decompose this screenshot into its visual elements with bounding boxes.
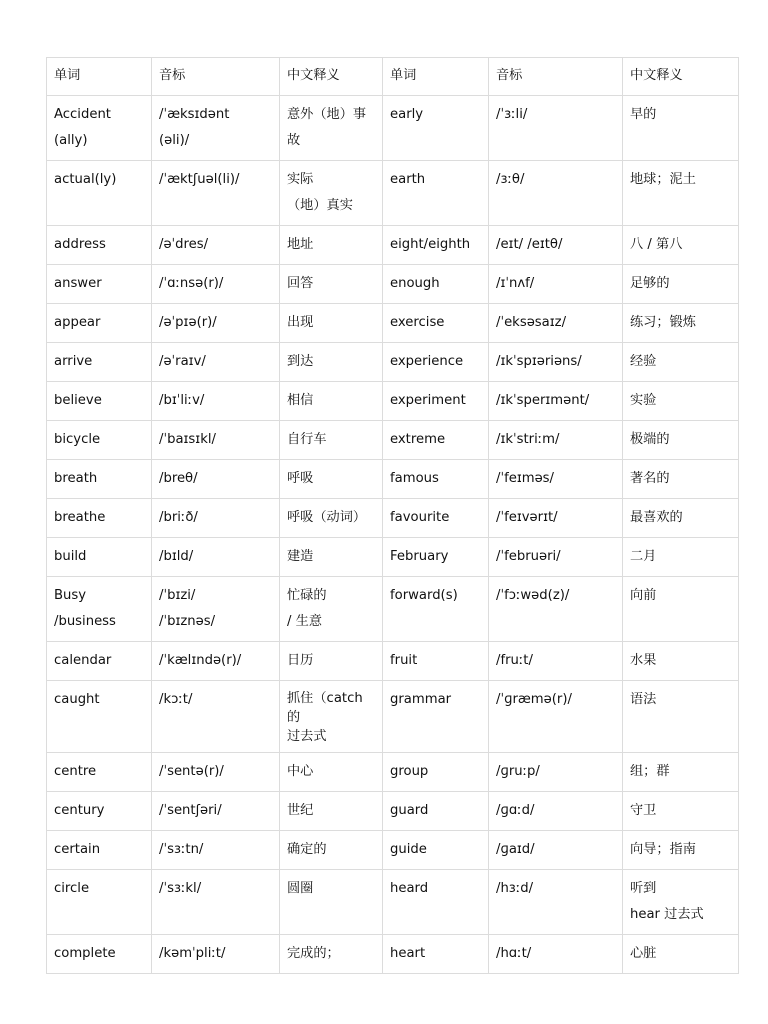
meaning-cell: 呼吸（动词）: [280, 499, 383, 538]
meaning-cell: 圆圈: [280, 870, 383, 935]
word-cell: forward(s): [383, 577, 489, 642]
table-row: [47, 538, 739, 577]
header-phonetic: 音标: [152, 58, 280, 96]
word-cell: arrive: [47, 343, 152, 382]
phonetic-cell: /kɔːt/: [152, 681, 280, 753]
meaning-cell: 练习；锻炼: [623, 304, 739, 343]
table-row: [47, 681, 739, 753]
phonetic-cell: /fruːt/: [489, 642, 623, 681]
phonetic-cell: /ˈkælɪndə(r)/: [152, 642, 280, 681]
meaning-cell: 组；群: [623, 753, 739, 792]
meaning-cell: 实验: [623, 382, 739, 421]
word-cell: experience: [383, 343, 489, 382]
phonetic-cell: /ɡruːp/: [489, 753, 623, 792]
phonetic-cell: /əˈraɪv/: [152, 343, 280, 382]
word-cell: fruit: [383, 642, 489, 681]
phonetic-cell: /ˈfeɪvərɪt/: [489, 499, 623, 538]
phonetic-cell: /eɪt/ /eɪtθ/: [489, 226, 623, 265]
phonetic-cell: /ˈsentʃəri/: [152, 792, 280, 831]
word-cell: address: [47, 226, 152, 265]
phonetic-cell: /breθ/: [152, 460, 280, 499]
table-row: [47, 421, 739, 460]
phonetic-cell: /ˈfeɪməs/: [489, 460, 623, 499]
word-cell: build: [47, 538, 152, 577]
meaning-cell: 最喜欢的: [623, 499, 739, 538]
phonetic-cell: /ˈɡræmə(r)/: [489, 681, 623, 753]
word-cell: group: [383, 753, 489, 792]
meaning-cell: 建造: [280, 538, 383, 577]
table-row: [47, 382, 739, 421]
table-row: [47, 226, 739, 265]
meaning-cell: 著名的: [623, 460, 739, 499]
word-cell: complete: [47, 935, 152, 974]
table-row: [47, 161, 739, 226]
phonetic-cell: /kəmˈpliːt/: [152, 935, 280, 974]
phonetic-cell: /ˈɜːli/: [489, 96, 623, 161]
word-cell: heart: [383, 935, 489, 974]
word-cell: calendar: [47, 642, 152, 681]
meaning-cell: 世纪: [280, 792, 383, 831]
phonetic-cell: /ˈæktʃuəl(li)/: [152, 161, 280, 226]
meaning-cell: 心脏: [623, 935, 739, 974]
word-cell: Accident (ally): [47, 96, 152, 161]
meaning-cell: 二月: [623, 538, 739, 577]
phonetic-cell: /ˈeksəsaɪz/: [489, 304, 623, 343]
word-cell: grammar: [383, 681, 489, 753]
word-cell: extreme: [383, 421, 489, 460]
phonetic-cell: /ˈbɪzi/ /ˈbɪznəs/: [152, 577, 280, 642]
word-cell: February: [383, 538, 489, 577]
phonetic-cell: /ɪkˈstriːm/: [489, 421, 623, 460]
meaning-cell: 早的: [623, 96, 739, 161]
word-cell: early: [383, 96, 489, 161]
table-header-row: [47, 58, 739, 96]
word-cell: heard: [383, 870, 489, 935]
phonetic-cell: /hɜːd/: [489, 870, 623, 935]
phonetic-cell: /ɡaɪd/: [489, 831, 623, 870]
meaning-cell: 实际 （地）真实: [280, 161, 383, 226]
meaning-cell: 意外（地）事故: [280, 96, 383, 161]
word-cell: circle: [47, 870, 152, 935]
meaning-cell: 相信: [280, 382, 383, 421]
meaning-cell: 水果: [623, 642, 739, 681]
phonetic-cell: /ˈfebruəri/: [489, 538, 623, 577]
word-cell: breath: [47, 460, 152, 499]
meaning-cell: 听到 hear 过去式: [623, 870, 739, 935]
phonetic-cell: /ˈɑːnsə(r)/: [152, 265, 280, 304]
table-row: [47, 831, 739, 870]
phonetic-cell: /ˈfɔːwəd(z)/: [489, 577, 623, 642]
phonetic-cell: /ˈsentə(r)/: [152, 753, 280, 792]
header-meaning: 中文释义: [280, 58, 383, 96]
vocabulary-table: [46, 57, 739, 974]
meaning-cell: 极端的: [623, 421, 739, 460]
meaning-cell: 守卫: [623, 792, 739, 831]
phonetic-cell: /ɡɑːd/: [489, 792, 623, 831]
word-cell: answer: [47, 265, 152, 304]
meaning-cell: 确定的: [280, 831, 383, 870]
word-cell: breathe: [47, 499, 152, 538]
header-word: 单词: [47, 58, 152, 96]
word-cell: century: [47, 792, 152, 831]
table-row: [47, 577, 739, 642]
table-row: [47, 96, 739, 161]
meaning-cell: 完成的；: [280, 935, 383, 974]
table-row: [47, 753, 739, 792]
table-row: [47, 499, 739, 538]
word-cell: believe: [47, 382, 152, 421]
word-cell: centre: [47, 753, 152, 792]
word-cell: earth: [383, 161, 489, 226]
table-row: [47, 304, 739, 343]
meaning-cell: 呼吸: [280, 460, 383, 499]
word-cell: favourite: [383, 499, 489, 538]
table-row: [47, 935, 739, 974]
phonetic-cell: /ɪkˈspɪəriəns/: [489, 343, 623, 382]
phonetic-cell: /bɪˈliːv/: [152, 382, 280, 421]
meaning-cell: 经验: [623, 343, 739, 382]
meaning-cell: 自行车: [280, 421, 383, 460]
meaning-cell: 向前: [623, 577, 739, 642]
header-phonetic: 音标: [489, 58, 623, 96]
phonetic-cell: /ˈbaɪsɪkl/: [152, 421, 280, 460]
phonetic-cell: /briːð/: [152, 499, 280, 538]
table-row: [47, 343, 739, 382]
meaning-cell: 地址: [280, 226, 383, 265]
phonetic-cell: /əˈpɪə(r)/: [152, 304, 280, 343]
table-row: [47, 642, 739, 681]
meaning-cell: 抓住（catch 的 过去式: [280, 681, 383, 753]
table-row: [47, 265, 739, 304]
word-cell: guard: [383, 792, 489, 831]
meaning-cell: 中心: [280, 753, 383, 792]
word-cell: exercise: [383, 304, 489, 343]
word-cell: caught: [47, 681, 152, 753]
meaning-cell: 回答: [280, 265, 383, 304]
meaning-cell: 语法: [623, 681, 739, 753]
phonetic-cell: /əˈdres/: [152, 226, 280, 265]
word-cell: actual(ly): [47, 161, 152, 226]
phonetic-cell: /ˈæksɪdənt (əli)/: [152, 96, 280, 161]
word-cell: Busy /business: [47, 577, 152, 642]
phonetic-cell: /ɪkˈsperɪmənt/: [489, 382, 623, 421]
phonetic-cell: /ɜːθ/: [489, 161, 623, 226]
meaning-cell: 足够的: [623, 265, 739, 304]
phonetic-cell: /ˈsɜːtn/: [152, 831, 280, 870]
meaning-cell: 忙碌的 / 生意: [280, 577, 383, 642]
word-cell: guide: [383, 831, 489, 870]
phonetic-cell: /bɪld/: [152, 538, 280, 577]
meaning-cell: 出现: [280, 304, 383, 343]
meaning-cell: 到达: [280, 343, 383, 382]
meaning-cell: 地球；泥土: [623, 161, 739, 226]
word-cell: appear: [47, 304, 152, 343]
word-cell: famous: [383, 460, 489, 499]
header-word: 单词: [383, 58, 489, 96]
header-meaning: 中文释义: [623, 58, 739, 96]
meaning-cell: 八 / 第八: [623, 226, 739, 265]
word-cell: enough: [383, 265, 489, 304]
table-row: [47, 460, 739, 499]
meaning-cell: 向导；指南: [623, 831, 739, 870]
phonetic-cell: /ˈsɜːkl/: [152, 870, 280, 935]
word-cell: experiment: [383, 382, 489, 421]
phonetic-cell: /ɪˈnʌf/: [489, 265, 623, 304]
word-cell: eight/eighth: [383, 226, 489, 265]
table-row: [47, 870, 739, 935]
table-row: [47, 792, 739, 831]
word-cell: certain: [47, 831, 152, 870]
word-cell: bicycle: [47, 421, 152, 460]
meaning-cell: 日历: [280, 642, 383, 681]
phonetic-cell: /hɑːt/: [489, 935, 623, 974]
